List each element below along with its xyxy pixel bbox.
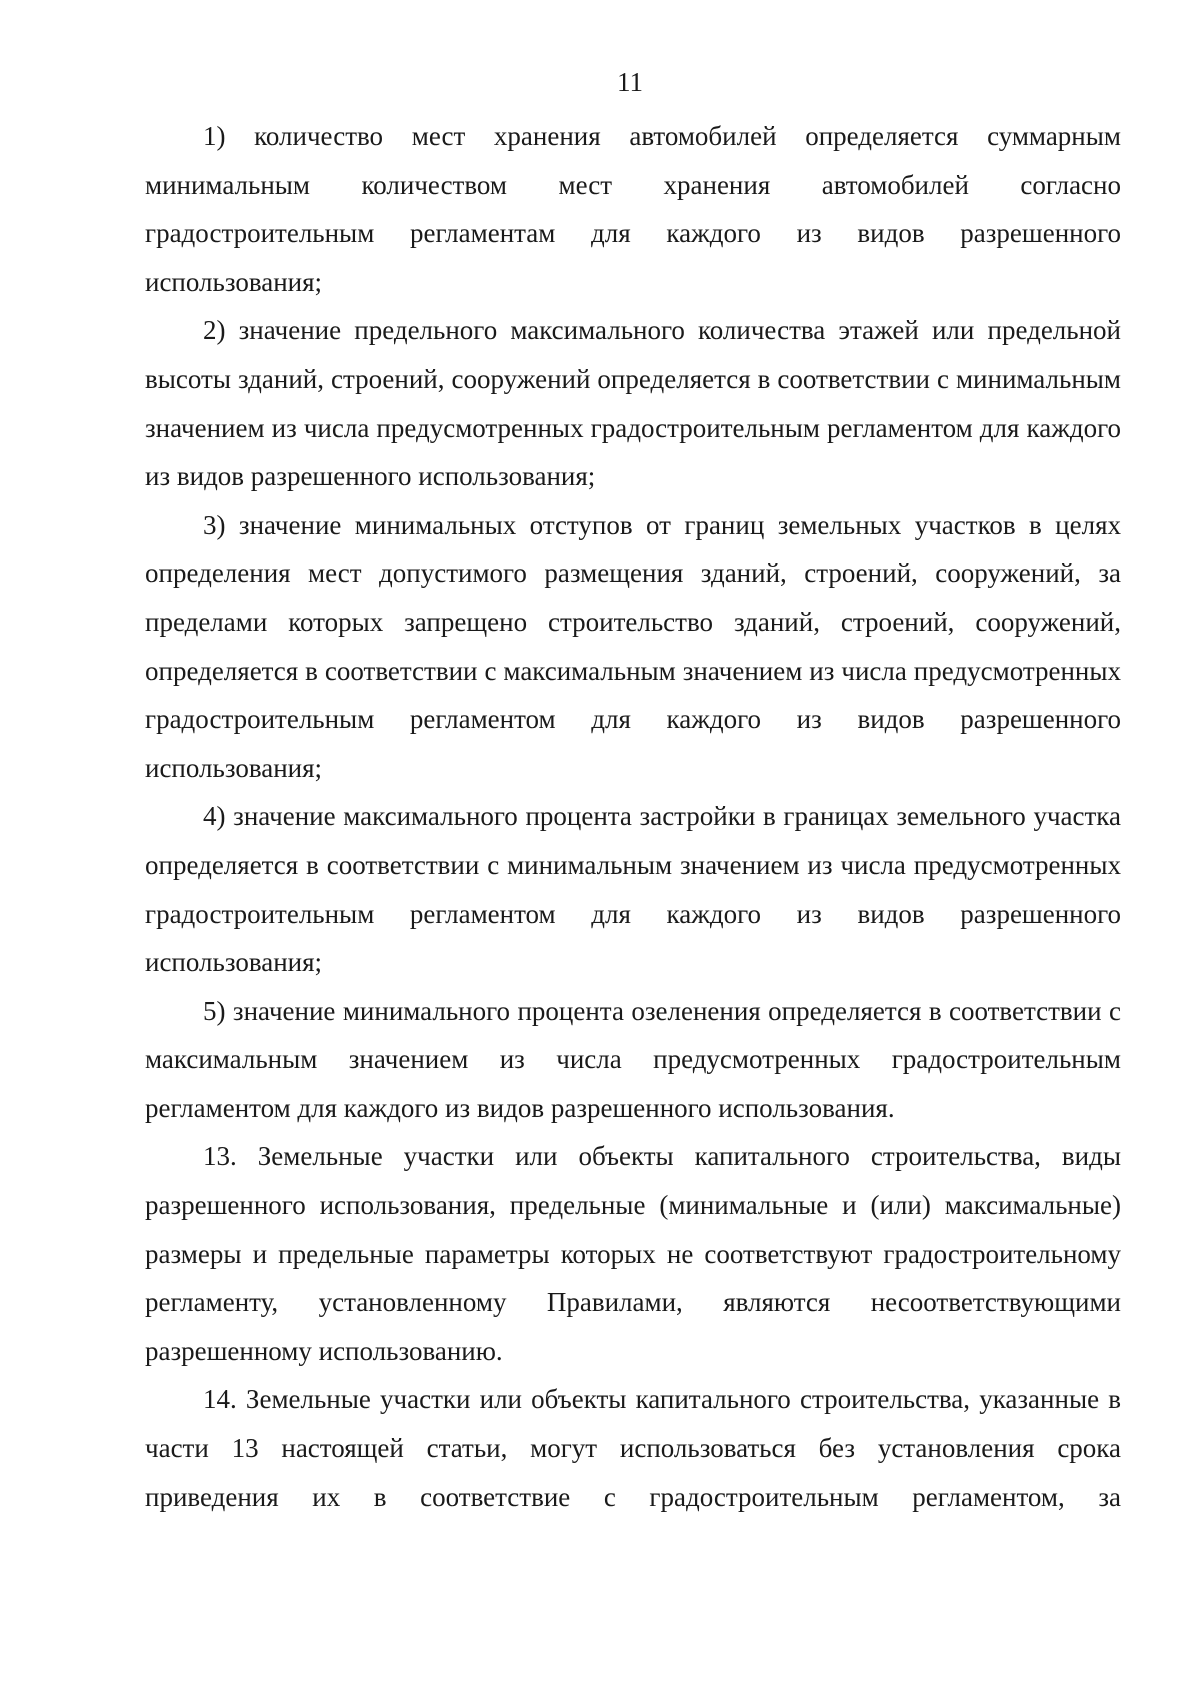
document-body (145, 112, 1121, 1521)
paragraph-13: 13. Земельные участки или объекты капитального строительства, виды разрешенного использования, предельные (минимальные и (или) максимальные) размеры и предельные параметры которых не соответствуют градостроительному регламенту, установленному Правилами, являются несоответствующими разрешенному использованию. (145, 1141, 1121, 1366)
paragraph-item-2: 2) значение предельного максимального количества этажей или предельной высоты зданий, строений, сооружений определяется в соответствии с минимальным значением из числа предусмотренных градостроительным регламентом для каждого из видов разрешенного использования; (145, 315, 1121, 492)
paragraph-item-3: 3) значение минимальных отступов от границ земельных участков в целях определения мест допустимого размещения зданий, строений, сооружений, за пределами которых запрещено строительство зданий, строений, сооружений, определяется в соответствии с максимальным значением из числа предусмотренных градостроительным регламентом для каждого из видов разрешенного использования; (145, 509, 1121, 783)
paragraph-item-4: 4) значение максимального процента застройки в границах земельного участка определяется в соответствии с минимальным значением из числа предусмотренных градостроительным регламентом для каждого из видов разрешенного использования; (145, 801, 1121, 978)
paragraph-14: 14. Земельные участки или объекты капитального строительства, указанные в части 13 настоящей статьи, могут использоваться без установления срока приведения их в соответствие с градостроительным регламентом, за (145, 1384, 1121, 1512)
paragraph-item-5: 5) значение минимального процента озеленения определяется в соответствии с максимальным значением из числа предусмотренных градостроительным регламентом для каждого из видов разрешенного использования. (145, 995, 1121, 1123)
paragraph-item-1: 1) количество мест хранения автомобилей определяется суммарным минимальным количеством мест хранения автомобилей согласно градостроительным регламентам для каждого из видов разрешенного использования; (145, 121, 1121, 297)
page-number: 11 (617, 67, 643, 97)
